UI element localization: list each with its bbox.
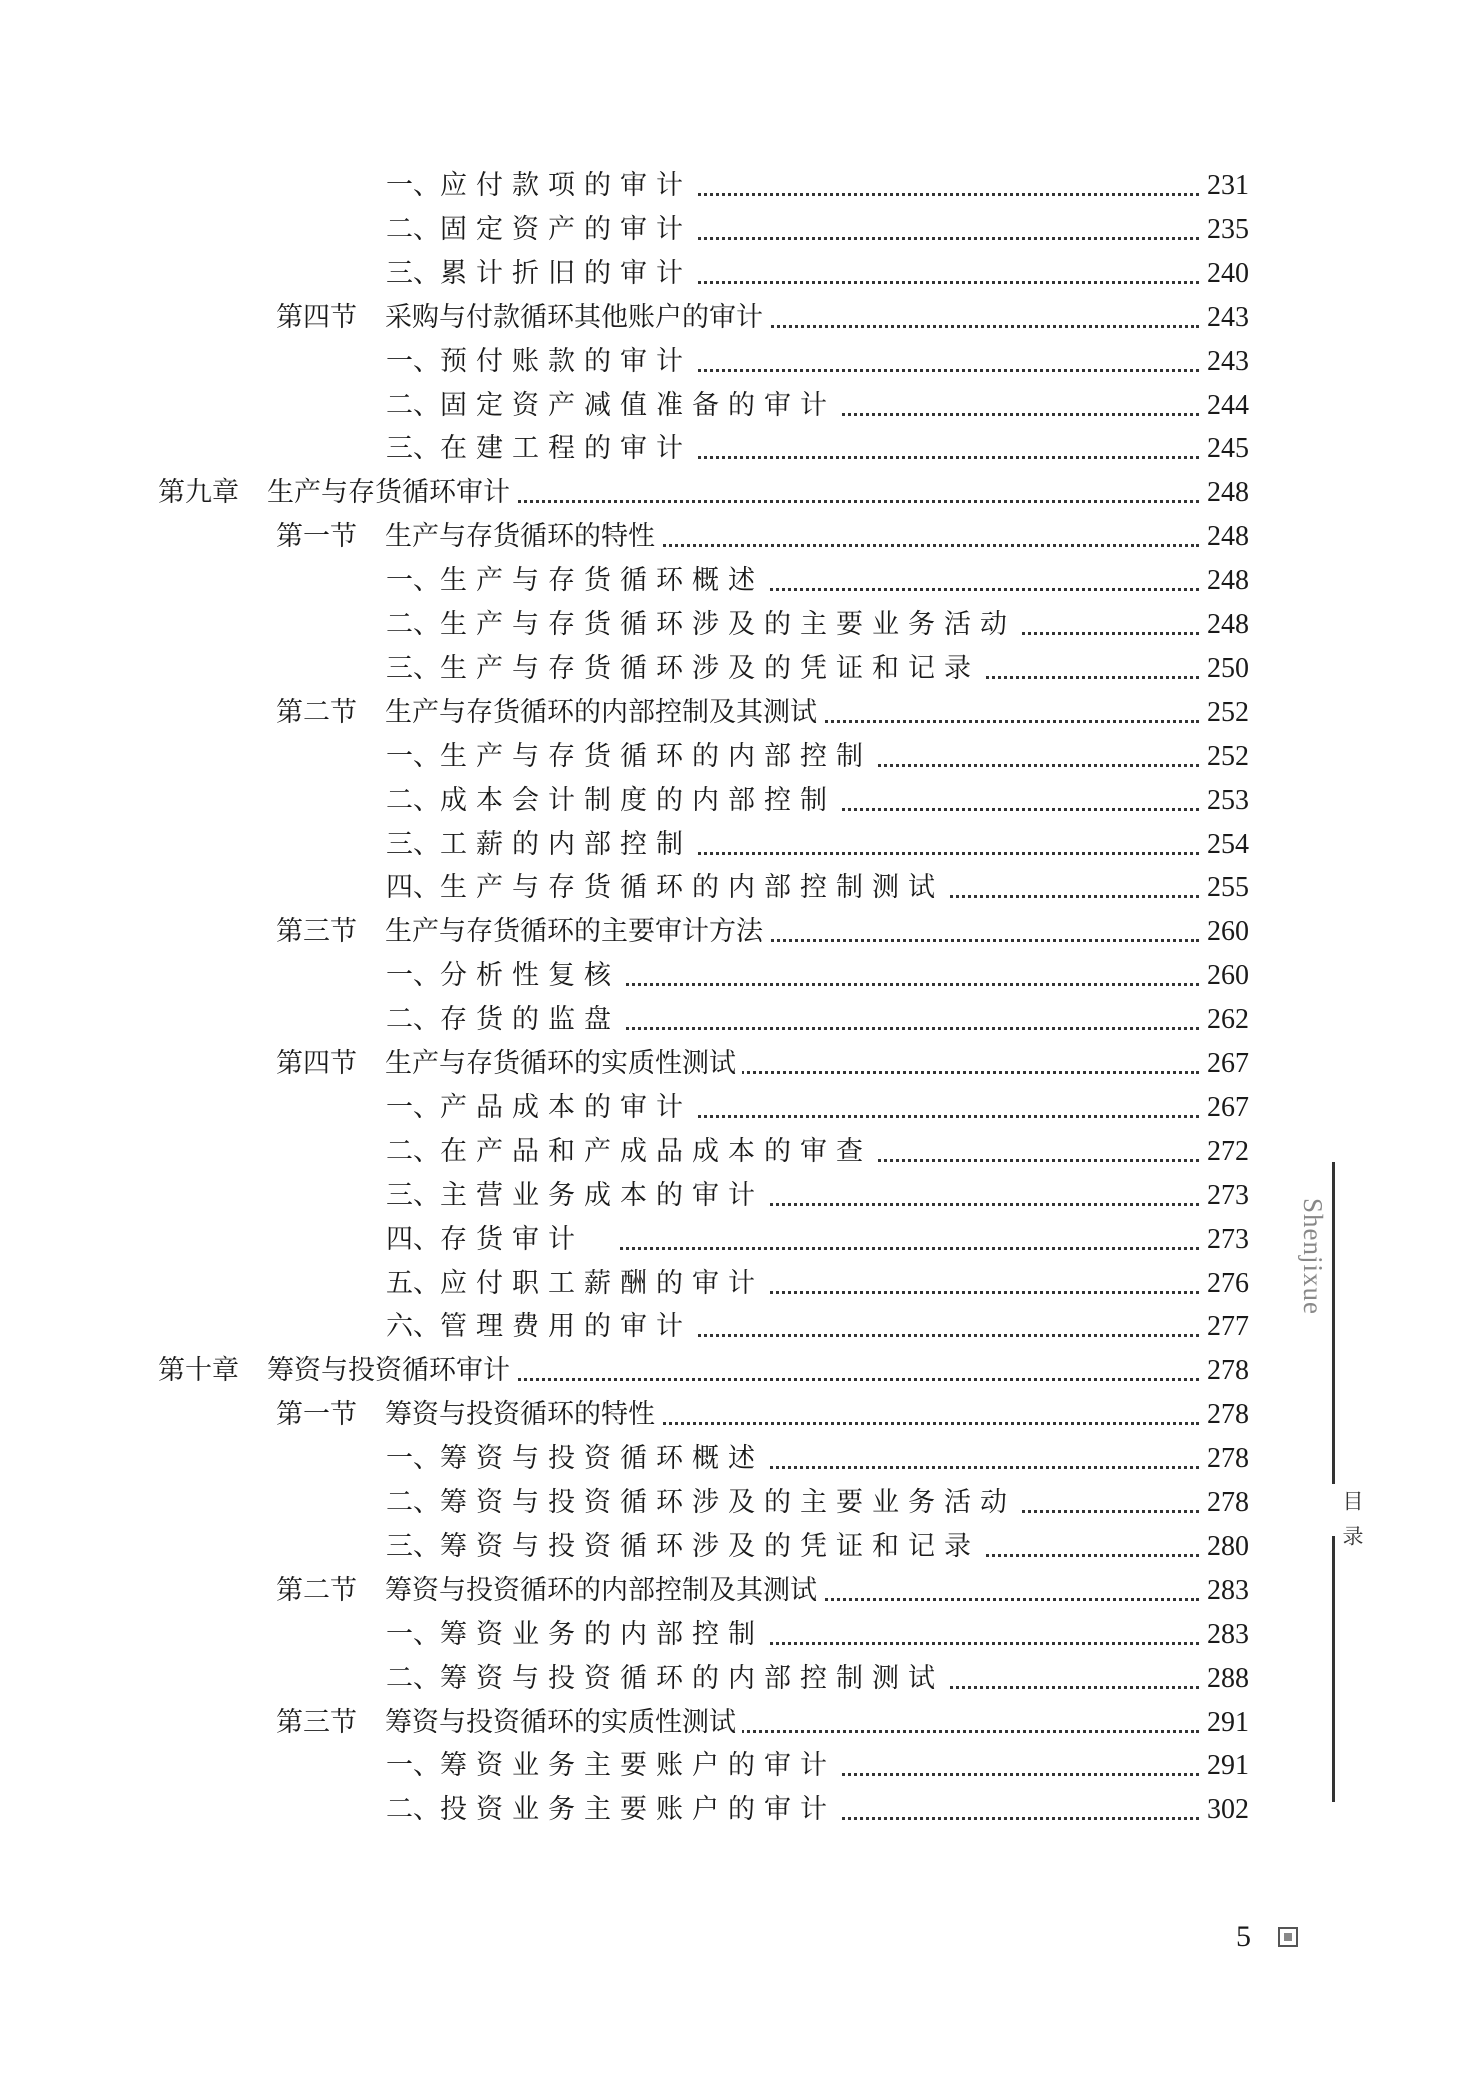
toc-subsection-entry[interactable] xyxy=(0,1790,1481,1830)
dot-leader xyxy=(620,1027,1199,1030)
toc-entry-page: 280 xyxy=(1207,1531,1249,1562)
toc-subsection-entry[interactable] xyxy=(0,1220,1481,1260)
toc-entry-label xyxy=(276,1703,742,1743)
toc-entry-page: 276 xyxy=(1207,1268,1249,1299)
toc-entry-title: 应付职工薪酬的审计 xyxy=(440,1268,764,1299)
toc-entry-label xyxy=(386,386,842,426)
toc-entry-title: 生产与存货循环的实质性测试 xyxy=(385,1048,736,1079)
toc-entry-label xyxy=(386,1264,770,1304)
toc-entry-number: 二、 xyxy=(386,1794,440,1825)
toc-entry-number: 第二节 xyxy=(276,1575,357,1606)
toc-entry-title: 生产与存货循环的特性 xyxy=(385,521,655,552)
toc-entry-number: 第一节 xyxy=(276,1399,357,1430)
toc-subsection-entry[interactable] xyxy=(0,649,1481,689)
toc-entry-number: 三、 xyxy=(386,433,440,464)
toc-entry-number: 三、 xyxy=(386,829,440,860)
toc-entry-number: 二、 xyxy=(386,214,440,245)
toc-entry-page: 235 xyxy=(1207,214,1249,245)
dot-leader xyxy=(610,1422,1199,1425)
toc-entry-title: 筹资与投资循环的特性 xyxy=(385,1399,655,1430)
toc-entry-title: 产品成本的审计 xyxy=(440,1092,692,1123)
toc-entry-number: 三、 xyxy=(386,258,440,289)
toc-entry-title: 筹资与投资循环涉及的主要业务活动 xyxy=(440,1487,1016,1518)
toc-entry-page: 277 xyxy=(1207,1311,1249,1342)
toc-entry-label xyxy=(386,254,698,294)
toc-entry-number: 第十章 xyxy=(158,1355,239,1386)
dot-leader xyxy=(620,1334,1199,1337)
toc-subsection-entry[interactable] xyxy=(0,166,1481,206)
toc-entry-label xyxy=(276,1395,661,1435)
toc-entry-label xyxy=(386,825,698,865)
dot-leader xyxy=(620,983,1199,986)
toc-entry-label xyxy=(386,868,950,908)
toc-entry-page: 267 xyxy=(1207,1092,1249,1123)
toc-entry-page: 272 xyxy=(1207,1136,1249,1167)
toc-entry-page: 254 xyxy=(1207,829,1249,860)
toc-entry-page: 288 xyxy=(1207,1663,1249,1694)
toc-entry-page: 291 xyxy=(1207,1707,1249,1738)
toc-entry-title: 筹资与投资循环审计 xyxy=(267,1355,510,1386)
toc-entry-title: 筹资与投资循环概述 xyxy=(440,1443,764,1474)
toc-entry-number: 三、 xyxy=(386,1531,440,1562)
toc-subsection-entry[interactable] xyxy=(0,825,1481,865)
toc-entry-label xyxy=(386,1615,770,1655)
toc-entry-title: 主营业务成本的审计 xyxy=(440,1180,764,1211)
toc-subsection-entry[interactable] xyxy=(0,210,1481,250)
toc-entry-label xyxy=(276,517,661,557)
toc-subsection-entry[interactable] xyxy=(0,1088,1481,1128)
toc-section-entry[interactable] xyxy=(0,1703,1481,1743)
toc-entry-number: 一、 xyxy=(386,170,440,201)
toc-subsection-entry[interactable] xyxy=(0,386,1481,426)
dot-leader xyxy=(620,1247,1199,1250)
dot-leader xyxy=(610,544,1199,547)
toc-subsection-entry[interactable] xyxy=(0,1659,1481,1699)
toc-entry-number: 三、 xyxy=(386,1180,440,1211)
toc-entry-title: 筹资与投资循环涉及的凭证和记录 xyxy=(440,1531,980,1562)
toc-entry-label xyxy=(386,1659,950,1699)
toc-entry-page: 283 xyxy=(1207,1575,1249,1606)
toc-entry-title: 管理费用的审计 xyxy=(440,1311,692,1342)
page-corner-icon xyxy=(1278,1927,1298,1947)
toc-entry-title: 预付账款的审计 xyxy=(440,346,692,377)
toc-entry-number: 第四节 xyxy=(276,1048,357,1079)
dot-leader xyxy=(620,281,1199,284)
toc-section-entry[interactable] xyxy=(0,912,1481,952)
toc-entry-number: 二、 xyxy=(386,1663,440,1694)
toc-entry-label xyxy=(386,1439,770,1479)
toc-entry-label xyxy=(158,1351,516,1391)
toc-entry-title: 生产与存货循环涉及的凭证和记录 xyxy=(440,653,980,684)
running-head-book-title: Shenjixue xyxy=(1298,1197,1328,1315)
dot-leader xyxy=(500,1378,1199,1381)
toc-entry-title: 生产与存货循环的主要审计方法 xyxy=(385,916,763,947)
toc-entry-number: 第二节 xyxy=(276,697,357,728)
toc-entry-title: 生产与存货循环概述 xyxy=(440,565,764,596)
toc-subsection-entry[interactable] xyxy=(0,1483,1481,1523)
toc-entry-label xyxy=(276,1571,823,1611)
dot-leader xyxy=(500,500,1199,503)
toc-entry-label xyxy=(386,605,1022,645)
toc-entry-label xyxy=(386,781,842,821)
toc-entry-title: 在产品和产成品成本的审查 xyxy=(440,1136,872,1167)
toc-entry-number: 四、 xyxy=(386,1224,440,1255)
toc-entry-number: 一、 xyxy=(386,1750,440,1781)
toc-subsection-entry[interactable] xyxy=(0,1527,1481,1567)
toc-entry-label xyxy=(386,166,698,206)
toc-section-entry[interactable] xyxy=(0,517,1481,557)
toc-entry-page: 244 xyxy=(1207,390,1249,421)
toc-entry-page: 245 xyxy=(1207,433,1249,464)
toc-entry-number: 二、 xyxy=(386,1136,440,1167)
toc-section-entry[interactable] xyxy=(0,1571,1481,1611)
toc-entry-number: 五、 xyxy=(386,1268,440,1299)
toc-entry-page: 248 xyxy=(1207,565,1249,596)
toc-subsection-entry[interactable] xyxy=(0,1307,1481,1347)
toc-entry-label xyxy=(386,561,770,601)
toc-entry-title: 投资业务主要账户的审计 xyxy=(440,1794,836,1825)
toc-entry-number: 二、 xyxy=(386,609,440,640)
toc-entry-number: 一、 xyxy=(386,1619,440,1650)
toc-entry-label xyxy=(386,1307,698,1347)
toc-entry-number: 一、 xyxy=(386,346,440,377)
toc-entry-title: 筹资与投资循环的内部控制测试 xyxy=(440,1663,944,1694)
toc-entry-number: 第三节 xyxy=(276,1707,357,1738)
toc-section-entry[interactable] xyxy=(0,298,1481,338)
toc-entry-label xyxy=(386,429,698,469)
toc-entry-page: 248 xyxy=(1207,521,1249,552)
dot-leader xyxy=(620,237,1199,240)
toc-subsection-entry[interactable] xyxy=(0,1132,1481,1172)
toc-entry-number: 第一节 xyxy=(276,521,357,552)
toc-entry-label xyxy=(276,693,823,733)
toc-entry-number: 六、 xyxy=(386,1311,440,1342)
toc-entry-number: 一、 xyxy=(386,741,440,772)
toc-entry-page: 231 xyxy=(1207,170,1249,201)
toc-entry-number: 二、 xyxy=(386,390,440,421)
running-head-rule-bottom xyxy=(1332,1536,1335,1802)
toc-entry-page: 283 xyxy=(1207,1619,1249,1650)
toc-entry-label xyxy=(386,1746,842,1786)
toc-entry-label xyxy=(158,473,516,513)
toc-subsection-entry[interactable] xyxy=(0,605,1481,645)
running-head-rule-top xyxy=(1332,1162,1335,1484)
toc-subsection-entry[interactable] xyxy=(0,1746,1481,1786)
toc-entry-title: 成本会计制度的内部控制 xyxy=(440,785,836,816)
toc-entry-title: 固定资产的审计 xyxy=(440,214,692,245)
toc-entry-title: 累计折旧的审计 xyxy=(440,258,692,289)
toc-section-entry[interactable] xyxy=(0,1395,1481,1435)
toc-entry-page: 273 xyxy=(1207,1224,1249,1255)
toc-subsection-entry[interactable] xyxy=(0,1000,1481,1040)
toc-entry-page: 260 xyxy=(1207,960,1249,991)
toc-entry-page: 262 xyxy=(1207,1004,1249,1035)
toc-subsection-entry[interactable] xyxy=(0,956,1481,996)
toc-entry-page: 250 xyxy=(1207,653,1249,684)
toc-entry-page: 278 xyxy=(1207,1487,1249,1518)
toc-entry-number: 二、 xyxy=(386,1487,440,1518)
toc-entry-label xyxy=(386,1790,842,1830)
toc-entry-title: 生产与存货循环的内部控制测试 xyxy=(440,872,944,903)
toc-entry-label xyxy=(386,1088,698,1128)
toc-entry-page: 248 xyxy=(1207,609,1249,640)
toc-entry-number: 三、 xyxy=(386,653,440,684)
toc-section-entry[interactable] xyxy=(0,1044,1481,1084)
dot-leader xyxy=(620,852,1199,855)
toc-entry-label xyxy=(276,912,769,952)
toc-entry-title: 筹资与投资循环的内部控制及其测试 xyxy=(385,1575,817,1606)
toc-entry-page: 252 xyxy=(1207,741,1249,772)
toc-entry-number: 一、 xyxy=(386,960,440,991)
toc-entry-page: 273 xyxy=(1207,1180,1249,1211)
toc-chapter-entry[interactable] xyxy=(0,1351,1481,1391)
dot-leader xyxy=(620,1115,1199,1118)
toc-entry-title: 生产与存货循环审计 xyxy=(267,477,510,508)
toc-section-entry[interactable] xyxy=(0,693,1481,733)
toc-entry-number: 二、 xyxy=(386,785,440,816)
toc-subsection-entry[interactable] xyxy=(0,1264,1481,1304)
running-head-section-name: 目录 xyxy=(1340,1490,1364,1560)
dot-leader xyxy=(620,193,1199,196)
toc-entry-page: 302 xyxy=(1207,1794,1249,1825)
toc-entry-label xyxy=(386,210,698,250)
toc-entry-page: 278 xyxy=(1207,1399,1249,1430)
toc-entry-number: 四、 xyxy=(386,872,440,903)
toc-entry-title: 存货审计 xyxy=(440,1224,584,1255)
toc-entry-title: 筹资与投资循环的实质性测试 xyxy=(385,1707,736,1738)
toc-entry-label xyxy=(386,1176,770,1216)
toc-entry-page: 260 xyxy=(1207,916,1249,947)
toc-subsection-entry[interactable] xyxy=(0,1615,1481,1655)
toc-entry-label xyxy=(276,298,769,338)
toc-entry-page: 267 xyxy=(1207,1048,1249,1079)
toc-entry-title: 生产与存货循环的内部控制 xyxy=(440,741,872,772)
toc-entry-title: 在建工程的审计 xyxy=(440,433,692,464)
toc-entry-title: 生产与存货循环的内部控制及其测试 xyxy=(385,697,817,728)
toc-entry-label xyxy=(386,1527,986,1567)
dot-leader xyxy=(620,456,1199,459)
dot-leader xyxy=(620,369,1199,372)
toc-entry-page: 240 xyxy=(1207,258,1249,289)
toc-entry-title: 应付款项的审计 xyxy=(440,170,692,201)
toc-entry-number: 一、 xyxy=(386,1092,440,1123)
toc-entry-title: 生产与存货循环涉及的主要业务活动 xyxy=(440,609,1016,640)
toc-entry-label xyxy=(276,1044,742,1084)
toc-subsection-entry[interactable] xyxy=(0,1176,1481,1216)
toc-entry-page: 255 xyxy=(1207,872,1249,903)
toc-entry-page: 248 xyxy=(1207,477,1249,508)
toc-entry-title: 分析性复核 xyxy=(440,960,620,991)
toc-entry-label xyxy=(386,1132,878,1172)
toc-entry-number: 一、 xyxy=(386,1443,440,1474)
toc-entry-number: 一、 xyxy=(386,565,440,596)
toc-subsection-entry[interactable] xyxy=(0,1439,1481,1479)
page-number: 5 xyxy=(1236,1920,1251,1953)
toc-entry-page: 278 xyxy=(1207,1355,1249,1386)
toc-entry-title: 筹资业务主要账户的审计 xyxy=(440,1750,836,1781)
toc-subsection-entry[interactable] xyxy=(0,342,1481,382)
toc-entry-title: 采购与付款循环其他账户的审计 xyxy=(385,302,763,333)
toc-entry-number: 第九章 xyxy=(158,477,239,508)
toc-entry-label xyxy=(386,737,878,777)
toc-subsection-entry[interactable] xyxy=(0,737,1481,777)
toc-entry-title: 筹资业务的内部控制 xyxy=(440,1619,764,1650)
toc-entry-page: 291 xyxy=(1207,1750,1249,1781)
toc-entry-label xyxy=(386,1220,590,1260)
toc-entry-page: 278 xyxy=(1207,1443,1249,1474)
toc-entry-label xyxy=(386,649,986,689)
toc-entry-page: 243 xyxy=(1207,346,1249,377)
toc-entry-label xyxy=(386,1483,1022,1523)
toc-entry-number: 第四节 xyxy=(276,302,357,333)
toc-entry-title: 工薪的内部控制 xyxy=(440,829,692,860)
toc-entry-number: 二、 xyxy=(386,1004,440,1035)
toc-subsection-entry[interactable] xyxy=(0,868,1481,908)
toc-subsection-entry[interactable] xyxy=(0,254,1481,294)
toc-entry-title: 存货的监盘 xyxy=(440,1004,620,1035)
toc-subsection-entry[interactable] xyxy=(0,429,1481,469)
toc-entry-label xyxy=(386,342,698,382)
toc-entry-title: 固定资产减值准备的审计 xyxy=(440,390,836,421)
toc-entry-label xyxy=(386,956,626,996)
toc-subsection-entry[interactable] xyxy=(0,561,1481,601)
toc-subsection-entry[interactable] xyxy=(0,781,1481,821)
toc-entry-number: 第三节 xyxy=(276,916,357,947)
toc-entry-page: 252 xyxy=(1207,697,1249,728)
toc-chapter-entry[interactable] xyxy=(0,473,1481,513)
toc-entry-label xyxy=(386,1000,626,1040)
toc-entry-page: 243 xyxy=(1207,302,1249,333)
toc-entry-page: 253 xyxy=(1207,785,1249,816)
